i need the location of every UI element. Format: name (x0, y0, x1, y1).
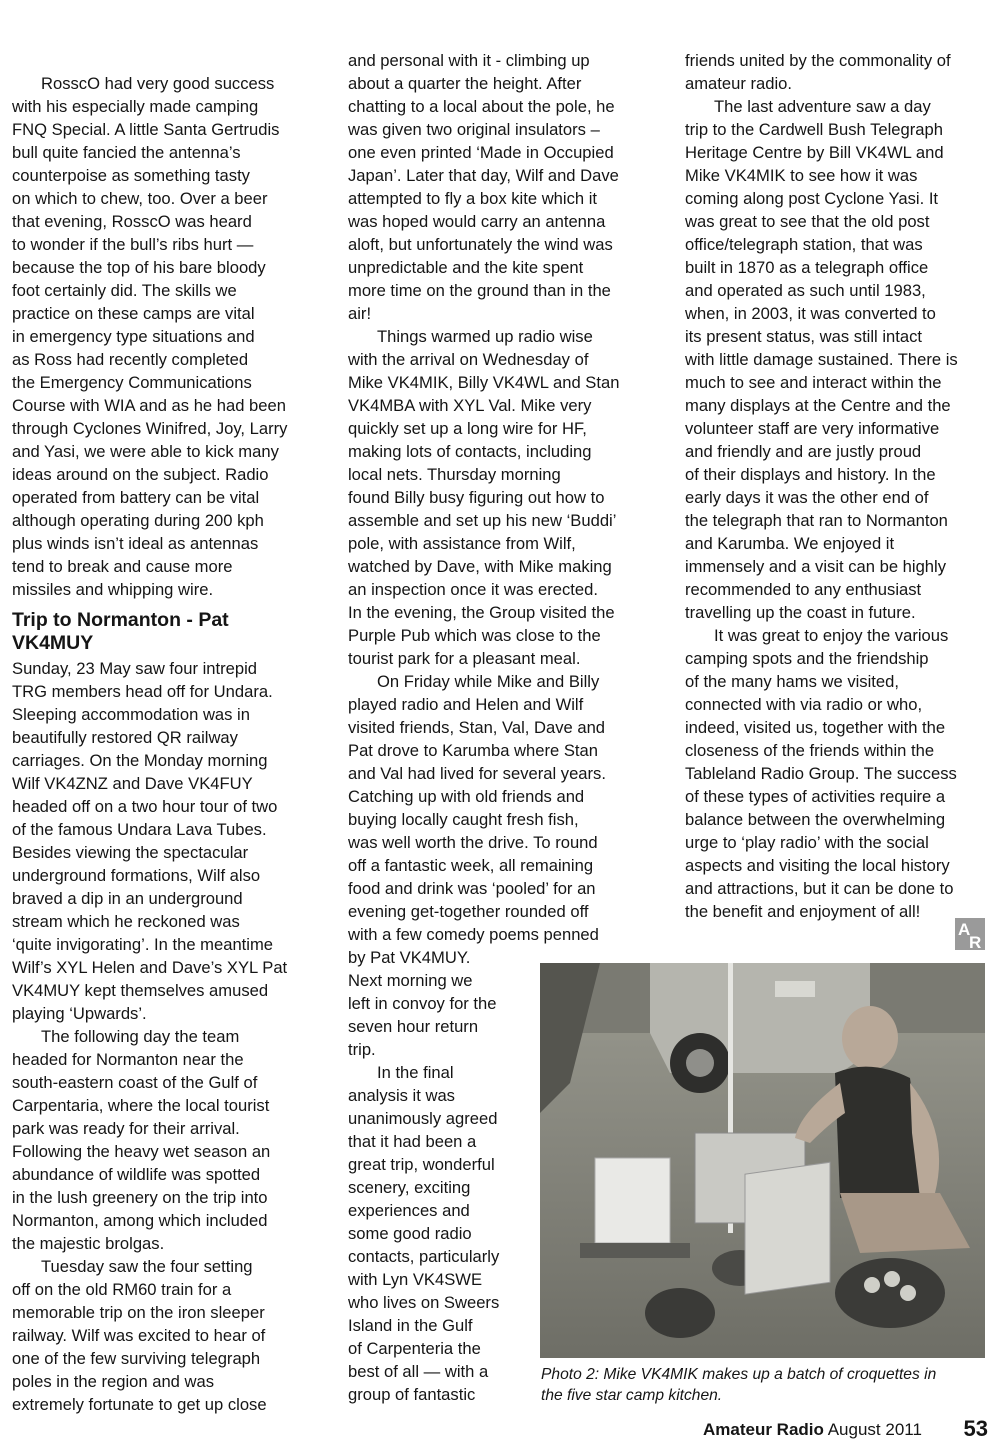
text-line: Things warmed up radio wise (377, 327, 593, 346)
text-line: evening get-together rounded off (348, 902, 589, 921)
text-line: and friendly and are justly proud (685, 442, 922, 461)
text-line: immensely and a visit can be highly (685, 557, 947, 576)
text-line: closeness of the friends within the (685, 741, 935, 760)
text-line: RosscO had very good success (41, 74, 275, 93)
section-heading (12, 609, 316, 655)
text-line: making lots of contacts, including (348, 442, 592, 461)
text-line: was great to see that the old post (685, 212, 930, 231)
text-line: missiles and whipping wire. (12, 580, 214, 599)
text-line: balance between the overwhelming (685, 810, 946, 829)
text-line: about a quarter the height. After (348, 74, 582, 93)
text-line: counterpoise as something tasty (12, 166, 250, 185)
text-line: Course with WIA and as he had been (12, 396, 286, 415)
text-line: played radio and Helen and Wilf (348, 695, 584, 714)
paragraph (348, 325, 650, 670)
text-line: and Karumba. We enjoyed it (685, 534, 895, 553)
text-line: the majestic brolgas. (12, 1234, 165, 1253)
text-line: Trip to Normanton - Pat (12, 609, 229, 631)
text-line: quickly set up a long wire for HF, (348, 419, 587, 438)
text-line: Tableland Radio Group. The success (685, 764, 957, 783)
text-line: best of all — with a (348, 1362, 489, 1381)
photo-image (540, 963, 985, 1358)
text-line: foot certainly did. The skills we (12, 281, 237, 300)
text-line: FNQ Special. A little Santa Gertrudis (12, 120, 280, 139)
text-line: of Carpenteria the (348, 1339, 481, 1358)
text-line: much to see and interact within the (685, 373, 942, 392)
text-line: although operating during 200 kph (12, 511, 264, 530)
text-line: Photo 2: Mike VK4MIK makes up a batch of croquettes in (541, 1366, 937, 1383)
text-line: office/telegraph station, that was (685, 235, 923, 254)
text-line: attempted to fly a box kite which it (348, 189, 598, 208)
text-line: on which to chew, too. Over a beer (12, 189, 268, 208)
text-line: Island in the Gulf (348, 1316, 473, 1335)
text-line: south-eastern coast of the Gulf of (12, 1073, 258, 1092)
text-line: visited friends, Stan, Val, Dave and (348, 718, 606, 737)
text-line: with a few comedy poems penned (348, 925, 599, 944)
page-footer (703, 1416, 988, 1448)
text-line: one even printed ‘Made in Occupied (348, 143, 614, 162)
text-line: some good radio (348, 1224, 472, 1243)
paragraph (12, 49, 316, 601)
issue-date: August 2011 (827, 1420, 922, 1439)
article-column-3 (685, 49, 987, 923)
text-line: amateur radio. (685, 74, 792, 93)
text-line: railway. Wilf was excited to hear of (12, 1326, 266, 1345)
text-line: analysis it was (348, 1086, 455, 1105)
text-line: VK4MBA with XYL Val. Mike very (348, 396, 592, 415)
text-line: to wonder if the bull’s ribs hurt — (12, 235, 254, 254)
text-line: unanimously agreed (348, 1109, 498, 1128)
paragraph (12, 1255, 316, 1416)
text-line: aloft, but unfortunately the wind was (348, 235, 613, 254)
text-line: off a fantastic week, all remaining (348, 856, 594, 875)
text-line: of the many hams we visited, (685, 672, 899, 691)
text-line: Pat drove to Karumba where Stan (348, 741, 598, 760)
text-line: one of the few surviving telegraph (12, 1349, 261, 1368)
text-line: friends united by the commonality of (685, 51, 951, 70)
text-line: when, in 2003, it was converted to (685, 304, 936, 323)
text-line: was hoped would carry an antenna (348, 212, 606, 231)
text-line: coming along post Cyclone Yasi. It (685, 189, 939, 208)
text-line: tend to break and cause more (12, 557, 233, 576)
text-line: travelling up the coast in future. (685, 603, 916, 622)
paragraph (12, 1025, 316, 1255)
text-line: Besides viewing the spectacular (12, 843, 249, 862)
text-line: operated from battery can be vital (12, 488, 260, 507)
text-line: of their displays and history. In the (685, 465, 936, 484)
text-line: and Yasi, we were able to kick many (12, 442, 279, 461)
text-line: great trip, wonderful (348, 1155, 495, 1174)
text-line: as Ross had recently completed (12, 350, 249, 369)
text-line: beautifully restored QR railway (12, 728, 238, 747)
text-line: who lives on Sweers (348, 1293, 500, 1312)
text-line: poles in the region and was (12, 1372, 215, 1391)
text-line: the benefit and enjoyment of all! (685, 902, 921, 921)
text-line: the five star camp kitchen. (541, 1387, 723, 1404)
text-line: plus winds isn’t ideal as antennas (12, 534, 259, 553)
text-line: watched by Dave, with Mike making (348, 557, 612, 576)
text-line: Purple Pub which was close to the (348, 626, 601, 645)
text-line: Following the heavy wet season an (12, 1142, 271, 1161)
text-line: found Billy busy figuring out how to (348, 488, 605, 507)
text-line: was well worth the drive. To round (348, 833, 598, 852)
text-line: and operated as such until 1983, (685, 281, 926, 300)
text-line: chatting to a local about the pole, he (348, 97, 615, 116)
text-line: park was ready for their arrival. (12, 1119, 240, 1138)
text-line: TRG members head off for Undara. (12, 682, 273, 701)
text-line: headed off on a two hour tour of two (12, 797, 278, 816)
text-line: tourist park for a pleasant meal. (348, 649, 581, 668)
text-line: Heritage Centre by Bill VK4WL and (685, 143, 944, 162)
text-line: aspects and visiting the local history (685, 856, 950, 875)
text-line: Sunday, 23 May saw four intrepid (12, 659, 258, 678)
text-line: connected with via radio or who, (685, 695, 923, 714)
text-line: group of fantastic (348, 1385, 476, 1404)
text-line: Sleeping accommodation was in (12, 705, 250, 724)
paragraph (348, 49, 650, 325)
paragraph (12, 657, 316, 1025)
text-line: was given two original insulators – (348, 120, 600, 139)
text-line: ‘quite invigorating’. In the meantime (12, 935, 274, 954)
text-line: scenery, exciting (348, 1178, 471, 1197)
text-line: in emergency type situations and (12, 327, 255, 346)
photo-caption (541, 1364, 986, 1406)
text-line: ideas around on the subject. Radio (12, 465, 269, 484)
text-line: trip to the Cardwell Bush Telegraph (685, 120, 943, 139)
logo-letter-r: R (969, 933, 982, 950)
text-line: by Pat VK4MUY. (348, 948, 471, 967)
text-line: Mike VK4MIK to see how it was (685, 166, 918, 185)
text-line: braved a dip in an underground (12, 889, 243, 908)
text-line: in the lush greenery on the trip into (12, 1188, 268, 1207)
text-line: and Val had lived for several years. (348, 764, 606, 783)
text-line: urge to ‘play radio’ with the social (685, 833, 929, 852)
text-line: with Lyn VK4SWE (348, 1270, 483, 1289)
text-line: Catching up with old friends and (348, 787, 585, 806)
text-line: volunteer staff are very informative (685, 419, 940, 438)
text-line: and attractions, but it can be done to (685, 879, 954, 898)
text-line: camping spots and the friendship (685, 649, 929, 668)
text-line: local nets. Thursday morning (348, 465, 561, 484)
text-line: memorable trip on the iron sleeper (12, 1303, 265, 1322)
paragraph (685, 624, 987, 923)
magazine-name: Amateur Radio (703, 1420, 824, 1439)
text-line: assemble and set up his new ‘Buddi’ (348, 511, 617, 530)
paragraph (685, 95, 987, 624)
text-line: of the famous Undara Lava Tubes. (12, 820, 267, 839)
text-line: Wilf’s XYL Helen and Dave’s XYL Pat (12, 958, 288, 977)
photo-camp-kitchen (540, 963, 985, 1358)
text-line: bull quite fancied the antenna’s (12, 143, 241, 162)
text-line: with the arrival on Wednesday of (348, 350, 589, 369)
text-line: food and drink was ‘pooled’ for an (348, 879, 596, 898)
text-line: Carpentaria, where the local tourist (12, 1096, 270, 1115)
text-line: more time on the ground than in the (348, 281, 611, 300)
text-line: pole, with assistance from Wilf, (348, 534, 576, 553)
text-line: the Emergency Communications (12, 373, 252, 392)
text-line: VK4MUY kept themselves amused (12, 981, 269, 1000)
text-line: It was great to enjoy the various (714, 626, 949, 645)
text-line: The last adventure saw a day (714, 97, 931, 116)
text-line: stream which he reckoned was (12, 912, 240, 931)
text-line: an inspection once it was erected. (348, 580, 598, 599)
text-line: air! (348, 304, 372, 323)
article-column-1 (12, 49, 316, 1416)
text-line: Japan’. Later that day, Wilf and Dave (348, 166, 619, 185)
text-line: trip. (348, 1040, 376, 1059)
text-line: In the final (377, 1063, 454, 1082)
text-line: of these types of activities require a (685, 787, 946, 806)
text-line: with his especially made camping (12, 97, 259, 116)
text-line: and personal with it - climbing up (348, 51, 590, 70)
text-line: early days it was the other end of (685, 488, 929, 507)
amateur-radio-logo (955, 918, 985, 950)
text-line: buying locally caught fresh fish, (348, 810, 579, 829)
text-line: On Friday while Mike and Billy (377, 672, 600, 691)
text-line: its present status, was still intact (685, 327, 923, 346)
text-line: that evening, RosscO was heard (12, 212, 252, 231)
text-line: unpredictable and the kite spent (348, 258, 584, 277)
text-line: extremely fortunate to get up close (12, 1395, 267, 1414)
text-line: playing ‘Upwards’. (12, 1004, 147, 1023)
text-line: Next morning we (348, 971, 473, 990)
text-line: indeed, visited us, together with the (685, 718, 946, 737)
text-line: through Cyclones Winifred, Joy, Larry (12, 419, 288, 438)
text-line: underground formations, Wilf also (12, 866, 261, 885)
text-line: abundance of wildlife was spotted (12, 1165, 261, 1184)
text-line: many displays at the Centre and the (685, 396, 951, 415)
text-line: that it had been a (348, 1132, 477, 1151)
text-line: The following day the team (41, 1027, 240, 1046)
text-line: the telegraph that ran to Normanton (685, 511, 948, 530)
text-line: seven hour return (348, 1017, 479, 1036)
text-line: left in convoy for the (348, 994, 497, 1013)
page-number: 53 (963, 1416, 988, 1441)
text-line: carriages. On the Monday morning (12, 751, 268, 770)
text-line: Normanton, among which included (12, 1211, 268, 1230)
text-line: Tuesday saw the four setting (41, 1257, 253, 1276)
text-line: experiences and (348, 1201, 470, 1220)
text-line: practice on these camps are vital (12, 304, 255, 323)
logo-letter-a: A (958, 920, 971, 939)
text-line: recommended to any enthusiast (685, 580, 922, 599)
paragraph (685, 49, 987, 95)
text-line: with little damage sustained. There is (685, 350, 958, 369)
text-line: headed for Normanton near the (12, 1050, 244, 1069)
text-line: Mike VK4MIK, Billy VK4WL and Stan (348, 373, 620, 392)
text-line: Wilf VK4ZNZ and Dave VK4FUY (12, 774, 253, 793)
text-line: because the top of his bare bloody (12, 258, 266, 277)
text-line: contacts, particularly (348, 1247, 500, 1266)
text-line: VK4MUY (12, 632, 94, 654)
text-line: In the evening, the Group visited the (348, 603, 615, 622)
text-line: off on the old RM60 train for a (12, 1280, 232, 1299)
text-line: built in 1870 as a telegraph office (685, 258, 929, 277)
